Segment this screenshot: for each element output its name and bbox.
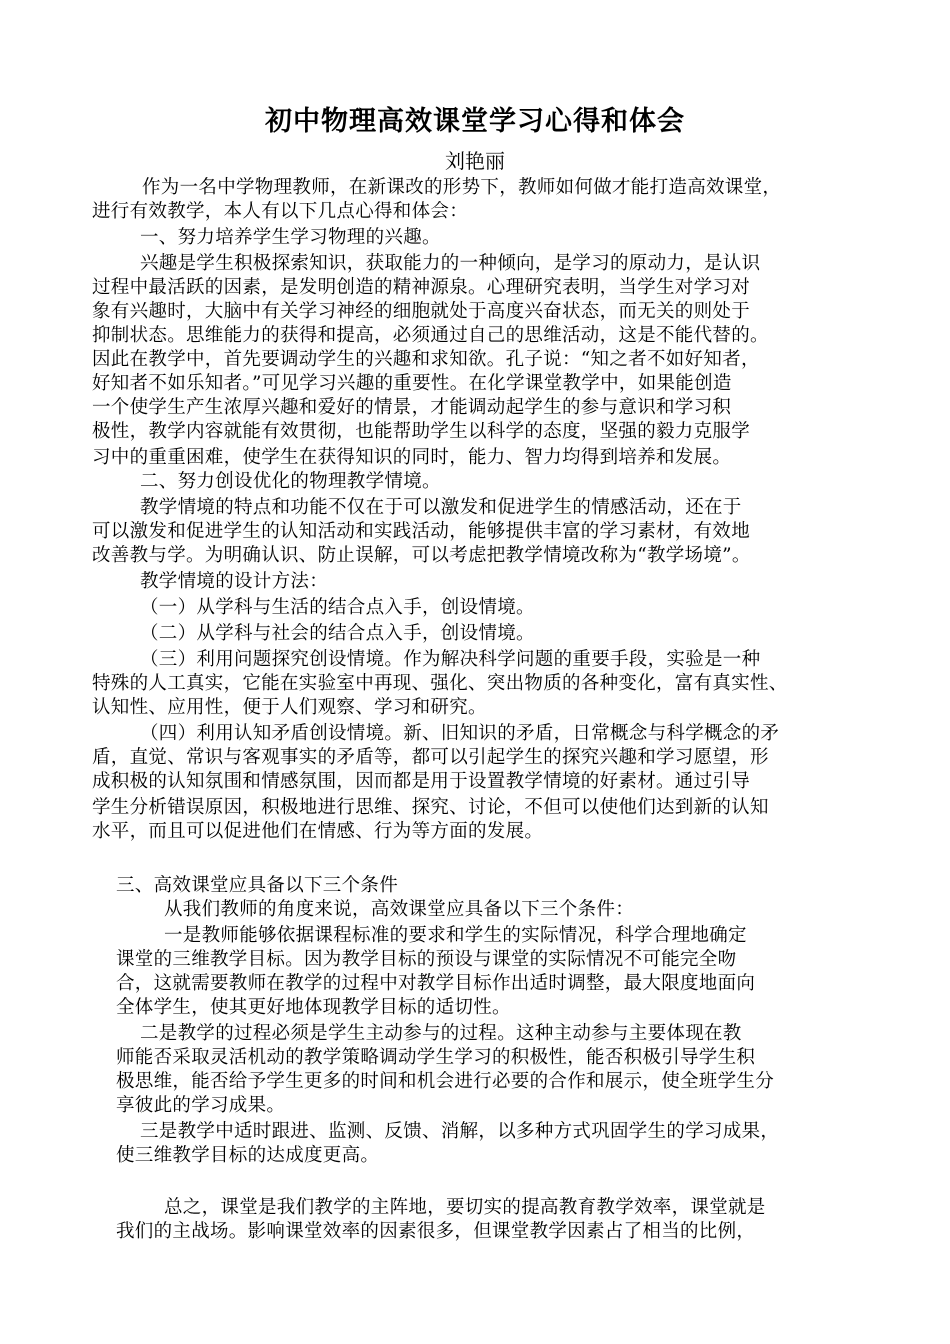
body-line: 一是教师能够依据课程标准的要求和学生的实际情况，科学合理地确定	[164, 925, 747, 946]
body-line: 总之，课堂是我们教学的主阵地，要切实的提高教育教学效率，课堂就是	[164, 1197, 766, 1218]
body-line: 我们的主战场。影响课堂效率的因素很多，但课堂教学因素占了相当的比例，	[116, 1221, 756, 1242]
body-line: 享彼此的学习成果。	[116, 1095, 286, 1116]
body-line: 教学情境的设计方法：	[140, 571, 329, 592]
body-line: 水平，而且可以促进他们在情感、行为等方面的发展。	[92, 821, 544, 842]
body-line: 极思维，能否给予学生更多的时间和机会进行必要的合作和展示，使全班学生分	[116, 1071, 775, 1092]
body-line: 课堂的三维教学目标。因为教学目标的预设与课堂的实际情况不可能完全吻	[116, 949, 737, 970]
body-line: 好知者不如乐知者。”可见学习兴趣的重要性。在化学课堂教学中，如果能创造	[92, 373, 732, 394]
body-line: 抑制状态。思维能力的获得和提高，必须通过自己的思维活动，这是不能代替的。	[92, 325, 769, 346]
body-line: 教学情境的特点和功能不仅在于可以激发和促进学生的情感活动，还在于	[140, 497, 742, 518]
body-line: 特殊的人工真实，它能在实验室中再现、强化、突出物质的各种变化，富有真实性、	[92, 673, 788, 694]
list-item: （二）从学科与社会的结合点入手，创设情境。	[140, 623, 535, 644]
body-line: 进行有效教学，本人有以下几点心得和体会：	[92, 201, 469, 222]
body-line: 二是教学的过程必须是学生主动参与的过程。这种主动参与主要体现在教	[140, 1023, 742, 1044]
section-heading: 一、努力培养学生学习物理的兴趣。	[140, 227, 441, 248]
section-heading: 二、努力创设优化的物理教学情境。	[140, 471, 441, 492]
body-line: 学生分析错误原因，积极地进行思维、探究、讨论，不但可以使他们达到新的认知	[92, 797, 769, 818]
document-author: 刘艳丽	[445, 149, 505, 173]
body-line: 一个使学生产生浓厚兴趣和爱好的情景，才能调动起学生的参与意识和学习积	[92, 397, 732, 418]
body-line: 认知性、应用性，便于人们观察、学习和研究。	[92, 697, 487, 718]
body-line: 可以激发和促进学生的认知活动和实践活动，能够提供丰富的学习素材，有效地	[92, 521, 751, 542]
body-line: 象有兴趣时，大脑中有关学习神经的细胞就处于高度兴奋状态，而无关的则处于	[92, 301, 751, 322]
section-heading: 三、高效课堂应具备以下三个条件	[116, 875, 399, 896]
body-line: 从我们教师的角度来说，高效课堂应具备以下三个条件：	[164, 899, 635, 920]
body-line: 极性，教学内容就能有效贯彻，也能帮助学生以科学的态度，坚强的毅力克服学	[92, 421, 751, 442]
body-line: 合，这就需要教师在教学的过程中对教学目标作出适时调整，最大限度地面向	[116, 973, 756, 994]
body-line: 成积极的认知氛围和情感氛围，因而都是用于设置教学情境的好素材。通过引导	[92, 771, 751, 792]
body-line: 三是教学中适时跟进、监测、反馈、消解，以多种方式巩固学生的学习成果，	[140, 1121, 780, 1142]
body-line: 过程中最活跃的因素，是发明创造的精神源泉。心理研究表明，当学生对学习对	[92, 277, 751, 298]
list-item: （四）利用认知矛盾创设情境。新、旧知识的矛盾，日常概念与科学概念的矛	[140, 723, 780, 744]
body-line: 全体学生，使其更好地体现教学目标的适切性。	[116, 997, 511, 1018]
body-line: 师能否采取灵活机动的教学策略调动学生学习的积极性，能否积极引导学生积	[116, 1047, 756, 1068]
list-item: （一）从学科与生活的结合点入手，创设情境。	[140, 597, 535, 618]
document-title: 初中物理高效课堂学习心得和体会	[265, 106, 685, 137]
body-line: 使三维教学目标的达成度更高。	[116, 1145, 380, 1166]
body-line: 盾，直觉、常识与客观事实的矛盾等，都可以引起学生的探究兴趣和学习愿望，形	[92, 747, 769, 768]
body-line: 兴趣是学生积极探索知识，获取能力的一种倾向，是学习的原动力，是认识	[140, 253, 761, 274]
body-line: 改善教与学。为明确认识、防止误解，可以考虑把教学情境改称为“教学场境”。	[92, 545, 751, 566]
body-line: 因此在教学中，首先要调动学生的兴趣和求知欲。孔子说：“知之者不如好知者，	[92, 349, 760, 370]
list-item: （三）利用问题探究创设情境。作为解决科学问题的重要手段，实验是一种	[140, 649, 761, 670]
body-line: 习中的重重困难，使学生在获得知识的同时，能力、智力均得到培养和发展。	[92, 447, 732, 468]
body-line: 作为一名中学物理教师，在新课改的形势下，教师如何做才能打造高效课堂，	[142, 177, 782, 198]
